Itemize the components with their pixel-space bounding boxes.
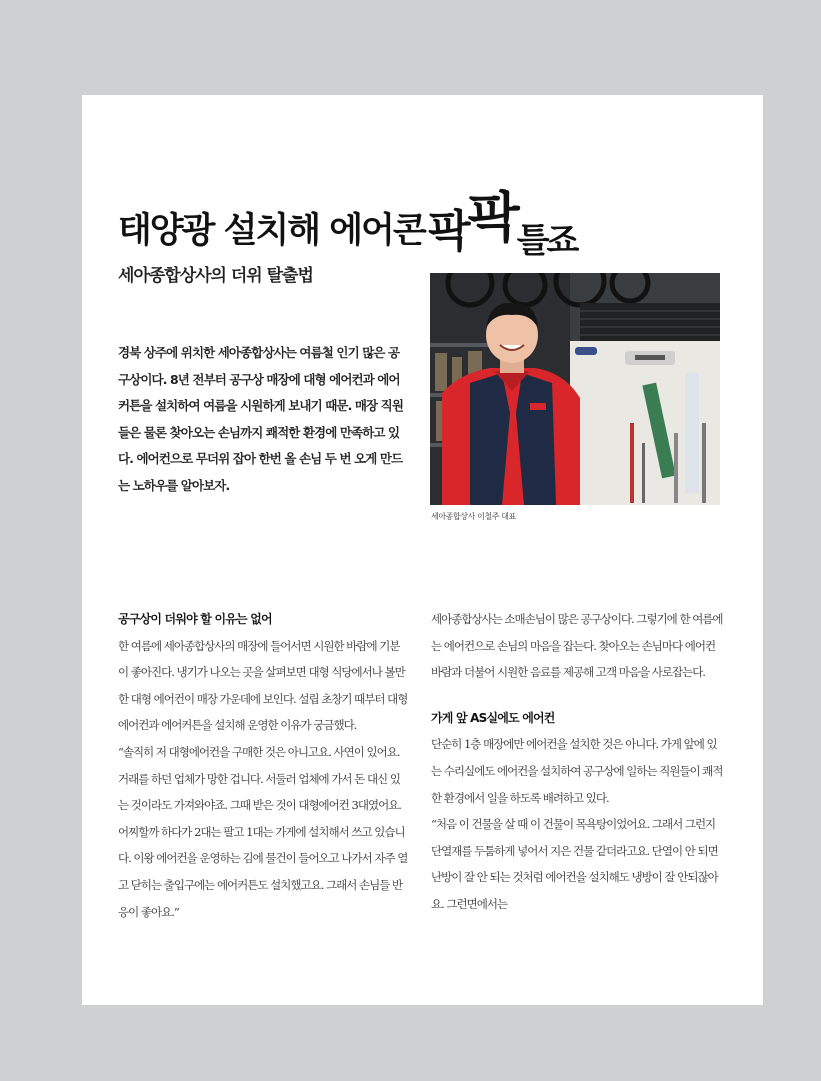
left-column-heading: 공구상이 더워야 할 이유는 없어: [118, 612, 272, 626]
article-intro: 경북 상주에 위치한 세아종합상사는 여름철 인기 많은 공구상이다. 8년 전부터 공구상 매장에 대형 에어컨과 에어커튼을 설치하여 여름을 시원하게 보내기 때문. 매장 직원들은 물론 찾아오는 손님까지 쾌적한 환경에 만족하고 있다. 에어컨으로 무더위 잡아 한번 올 손님 두 번 오게 만드는 노하우를 알아보자.: [118, 345, 404, 493]
title-brush-lettering: [428, 185, 576, 262]
left-column-quote: “솔직히 저 대형에어컨을 구매한 것은 아니고요. 사연이 있어요. 거래를 하던 업체가 망한 겁니다. 서둘러 업체에 가서 돈 대신 있는 것이라도 가져와야죠. 그때 받은 것이 대형에어컨 3대였어요. 어찌할까 하다가 2대는 팔고 1대는 가게에 설치해서 쓰고 있습니다. 이왕 에어컨을 운영하는 김에 물건이 들어오고 나가서 자주 열고 닫히는 출입구에는 에어커튼도 설치했고요. 그래서 손님들 반응이 좋아요.”: [118, 744, 408, 919]
right-column-paragraph: 세아종합상사는 소매손님이 많은 공구상이다. 그렇기에 한 여름에는 에어컨으로 손님의 마음을 잡는다. 찾아오는 손님마다 에어컨 바람과 더불어 시원한 음료를 제공해 고객 마음을 사로잡는다.: [431, 612, 723, 680]
photo-illustration: [430, 273, 720, 505]
brush-char-3: 틀죠: [516, 221, 577, 261]
right-column-quote: “처음 이 건물을 살 때 이 건물이 목욕탕이었어요. 그래서 그런지 단열재를 두툼하게 넣어서 지은 건물 같더라고요. 단열이 안 되면 난방이 잘 안 되는 것처럼 에어컨을 설치해도 냉방이 잘 안되잖아요. 그런면에서는: [431, 817, 718, 911]
right-column-heading: 가게 앞 AS실에도 에어컨: [431, 710, 555, 725]
brush-char-2: 팍: [467, 185, 517, 249]
magazine-page: [82, 95, 763, 1005]
left-column: [118, 606, 408, 925]
section-gap: [431, 686, 723, 705]
article-title: 태양광 설치해 에어콘: [118, 211, 425, 251]
photo-caption: 세아종합상사 이철주 대표: [431, 512, 516, 521]
shop-owner-photo: [430, 273, 720, 505]
left-column-paragraph: 한 여름에 세아종합상사의 매장에 들어서면 시원한 바람에 기분이 좋아진다. 냉기가 나오는 곳을 살펴보면 대형 식당에서나 볼만한 대형 에어컨이 매장 가운데에 보인다. 설립 초창기 때부터 대형 에어컨과 에어커튼을 설치해 운영한 이유가 궁금했다.: [118, 638, 408, 733]
right-column-paragraph-2: 단순히 1층 매장에만 에어컨을 설치한 것은 아니다. 가게 앞에 있는 수리실에도 에어컨을 설치하여 공구상에 일하는 직원들이 쾌적한 환경에서 일을 하도록 배려하고 있다.: [431, 737, 723, 805]
article-subtitle: 세아종합상사의 더위 탈출법: [118, 266, 313, 286]
right-column: [431, 606, 723, 918]
brush-char-1: 팍: [428, 206, 468, 257]
